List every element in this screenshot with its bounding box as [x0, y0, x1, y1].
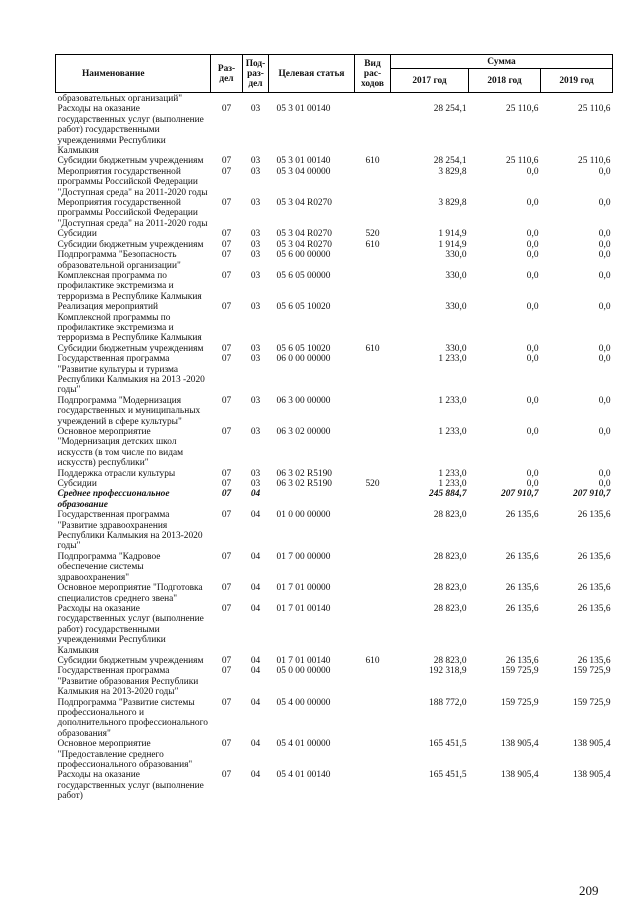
row-sum-2018: 0,0 [526, 239, 539, 250]
row-sum-2018: 26 135,6 [505, 603, 539, 614]
row-sum-2018: 138 905,4 [501, 770, 539, 781]
row-sum-2019: 0,0 [598, 343, 611, 354]
row-razdel: 07 [221, 697, 232, 708]
row-sum-2018: 0,0 [526, 343, 539, 354]
table-row [56, 666, 613, 697]
table-row [56, 344, 613, 354]
row-sum-2018: 0,0 [526, 166, 539, 177]
row-sum-2017: 1 233,0 [438, 427, 467, 437]
header-year-2019: 2019 год [541, 69, 613, 93]
row-expense-type [355, 583, 391, 604]
header-razdel: Раз- дел [211, 55, 243, 93]
row-target-article: 06 3 02 00000 [276, 427, 331, 437]
table-row [56, 302, 613, 344]
row-expense-type [355, 666, 391, 697]
row-name: Субсидии [57, 229, 97, 240]
row-target-article: 05 3 01 00140 [276, 156, 331, 167]
row-sum-2019: 26 135,6 [577, 655, 611, 666]
row-target-article [269, 93, 355, 105]
row-sum-2018: 26 135,6 [505, 551, 539, 562]
row-name: Подпрограмма "Кадровое обеспечение системы здравоохранения" [57, 551, 161, 583]
table-row [56, 489, 613, 510]
row-razdel: 07 [221, 739, 232, 750]
row-name: Государственная программа "Развитие здравоохранения Республики Калмыкия на 2013-2020 годы" [57, 510, 203, 552]
row-razdel: 07 [221, 603, 232, 614]
row-razdel: 07 [221, 770, 232, 781]
row-podrazdel: 04 [250, 697, 261, 708]
row-sum-2017: 3 829,8 [438, 198, 467, 209]
row-sum-2018: 25 110,6 [506, 104, 539, 115]
row-podrazdel: 04 [250, 739, 261, 750]
row-sum-2018: 0,0 [526, 354, 539, 365]
row-expense-type [355, 739, 391, 770]
row-sum-2018: 26 135,6 [505, 583, 539, 594]
header-name: Наименование [56, 55, 211, 93]
row-target-article: 06 3 02 R5190 [276, 479, 332, 490]
row-razdel: 07 [221, 551, 232, 562]
table-row [56, 583, 613, 604]
row-target-article: 01 7 00 00000 [276, 551, 331, 562]
row-razdel: 07 [221, 156, 232, 167]
row-target-article: 05 4 01 00140 [276, 770, 331, 781]
row-podrazdel: 03 [250, 104, 261, 115]
table-row [56, 739, 613, 770]
row-podrazdel: 04 [250, 583, 261, 594]
row-target-article: 06 3 00 00000 [276, 395, 331, 406]
row-razdel: 07 [221, 250, 232, 261]
row-sum-2019: 159 725,9 [573, 697, 611, 708]
row-name: Мероприятия государственной программы Российской Федерации "Доступная среда" на 2011-2020 годы [57, 166, 208, 198]
row-expense-type [355, 396, 391, 427]
budget-table [55, 54, 613, 802]
row-podrazdel: 04 [250, 489, 261, 500]
row-name: Субсидии бюджетным учреждениям [57, 156, 204, 167]
row-target-article: 05 3 04 R0270 [276, 239, 332, 250]
table-row [56, 698, 613, 740]
row-name: Поддержка отрасли культуры [57, 468, 176, 479]
row-podrazdel: 04 [250, 655, 261, 666]
row-podrazdel: 03 [250, 354, 261, 365]
row-expense-type [355, 552, 391, 583]
row-expense-type [355, 167, 391, 198]
header-sum: Сумма [391, 55, 613, 69]
row-sum-2019: 26 135,6 [577, 583, 611, 594]
row-name: Субсидии бюджетным учреждениям [57, 655, 204, 666]
row-sum-2017: 192 318,9 [429, 666, 467, 677]
row-sum-2018: 0,0 [526, 250, 539, 261]
row-sum-2017: 1 233,0 [438, 479, 467, 490]
row-name: Субсидии бюджетным учреждениям [57, 239, 204, 250]
row-sum-2019: 0,0 [598, 229, 611, 240]
row-expense-type [355, 469, 391, 479]
table-row [56, 552, 613, 583]
row-sum-2017: 165 451,5 [429, 739, 467, 750]
row-sum-2018: 26 135,6 [505, 655, 539, 666]
row-podrazdel: 04 [250, 603, 261, 614]
row-podrazdel: 03 [250, 239, 261, 250]
table-row [56, 167, 613, 198]
row-target-article: 05 4 01 00000 [276, 739, 331, 750]
table-row [56, 770, 613, 801]
row-expense-type [355, 354, 391, 396]
row-razdel [211, 93, 243, 105]
row-sum-2018: 207 910,7 [501, 489, 539, 500]
row-sum-2018: 0,0 [526, 198, 539, 209]
row-target-article: 06 0 00 00000 [276, 354, 331, 365]
row-name: Расходы на оказание государственных услуг (выполнение работ) государственными учреждениями Республики Калмыкия [57, 104, 204, 157]
header-podrazdel: Под- раз- дел [243, 55, 269, 93]
row-expense-type: 610 [365, 156, 380, 167]
row-razdel: 07 [221, 270, 232, 281]
row-podrazdel: 03 [250, 427, 261, 437]
row-name: Субсидии бюджетным учреждениям [57, 343, 204, 354]
row-razdel: 07 [221, 302, 232, 313]
table-row [56, 156, 613, 166]
row-expense-type [355, 198, 391, 229]
row-sum-2018: 0,0 [526, 479, 539, 490]
row-sum-2019: 26 135,6 [577, 551, 611, 562]
row-sum-2017: 28 254,1 [433, 104, 467, 115]
row-target-article: 05 0 00 00000 [276, 666, 331, 677]
row-sum-2018: 0,0 [526, 468, 539, 479]
row-podrazdel: 04 [250, 510, 261, 521]
row-podrazdel: 04 [250, 551, 261, 562]
row-sum-2017: 3 829,8 [438, 166, 467, 177]
row-sum-2017: 188 772,0 [429, 697, 467, 708]
row-sum-2019: 0,0 [598, 198, 611, 209]
row-podrazdel: 04 [250, 666, 261, 677]
row-expense-type [355, 93, 391, 105]
header-year-2018: 2018 год [469, 69, 541, 93]
row-sum-2018: 0,0 [526, 270, 539, 281]
row-name: Государственная программа "Развитие культуры и туризма Республики Калмыкия на 2013 -2020 годы" [57, 354, 205, 396]
row-name: Комплексная программа по профилактике экстремизма и терроризма в Республике Калмыкия [57, 270, 202, 302]
row-expense-type [355, 427, 391, 469]
table-row [56, 93, 613, 105]
row-sum-2017: 28 823,0 [433, 510, 467, 521]
row-podrazdel: 03 [250, 156, 261, 167]
row-expense-type: 610 [365, 655, 380, 666]
row-sum-2017: 28 823,0 [433, 551, 467, 562]
row-expense-type [355, 604, 391, 656]
row-target-article: 01 0 00 00000 [276, 510, 331, 521]
row-target-article: 01 7 01 00140 [276, 603, 331, 614]
row-expense-type [355, 104, 391, 156]
row-podrazdel: 03 [250, 302, 261, 313]
row-name: Основное мероприятие "Подготовка специалистов среднего звена" [57, 583, 203, 604]
row-sum-2019: 0,0 [598, 250, 611, 261]
row-sum-2017: 1 914,9 [438, 229, 467, 240]
row-razdel: 07 [221, 395, 232, 406]
table-row [56, 198, 613, 229]
row-name: образовательных организаций" [57, 94, 183, 104]
row-sum-2017: 28 254,1 [433, 156, 467, 167]
row-expense-type [355, 302, 391, 344]
row-razdel: 07 [221, 354, 232, 365]
row-razdel: 07 [221, 479, 232, 490]
row-razdel: 07 [221, 239, 232, 250]
row-expense-type [355, 770, 391, 801]
row-sum-2017: 1 914,9 [438, 239, 467, 250]
table-row [56, 427, 613, 469]
row-sum-2017: 165 451,5 [429, 770, 467, 781]
table-row [56, 104, 613, 156]
row-sum-2019: 0,0 [598, 270, 611, 281]
row-sum-2018: 159 725,9 [501, 666, 539, 677]
table-row [56, 240, 613, 250]
row-sum-2017: 1 233,0 [438, 354, 467, 365]
row-razdel: 07 [221, 655, 232, 666]
row-sum-2017: 1 233,0 [438, 468, 467, 479]
row-sum-2018: 0,0 [526, 395, 539, 406]
row-podrazdel: 03 [250, 468, 261, 479]
row-podrazdel: 03 [250, 198, 261, 209]
row-name: Подпрограмма "Развитие системы профессионального и дополнительного профессионального образования" [57, 697, 208, 739]
row-podrazdel: 03 [250, 395, 261, 406]
row-podrazdel: 03 [250, 166, 261, 177]
row-sum-2019: 159 725,9 [573, 666, 611, 677]
row-razdel: 07 [221, 104, 232, 115]
row-target-article: 05 6 05 10020 [276, 343, 331, 354]
row-sum-2018: 0,0 [526, 302, 539, 313]
table-row [56, 510, 613, 552]
row-name: Среднее профессиональное образование [57, 489, 170, 510]
row-expense-type [355, 489, 391, 510]
table-row [56, 271, 613, 302]
row-target-article: 06 3 02 R5190 [276, 468, 332, 479]
row-target-article: 05 3 04 00000 [276, 166, 331, 177]
row-sum-2019 [541, 93, 613, 105]
row-sum-2019: 25 110,6 [578, 156, 611, 167]
row-razdel: 07 [221, 198, 232, 209]
row-podrazdel: 03 [250, 229, 261, 240]
row-razdel: 07 [221, 583, 232, 594]
row-target-article: 05 4 00 00000 [276, 697, 331, 708]
row-sum-2019: 138 905,4 [573, 739, 611, 750]
table-row [56, 229, 613, 239]
row-razdel: 07 [221, 427, 232, 437]
row-sum-2017: 245 884,7 [429, 489, 467, 500]
row-name: Основное мероприятие "Модернизация детских школ искусств (в том числе по видам искусств) республики" [57, 427, 184, 469]
row-sum-2019: 0,0 [598, 479, 611, 490]
row-name: Мероприятия государственной программы Российской Федерации "Доступная среда" на 2011-2020 годы [57, 198, 208, 229]
row-expense-type [355, 510, 391, 552]
row-target-article: 05 3 04 R0270 [276, 198, 332, 209]
header-year-2017: 2017 год [391, 69, 469, 93]
row-sum-2019: 26 135,6 [577, 510, 611, 521]
row-sum-2018: 0,0 [526, 229, 539, 240]
row-name: Подпрограмма "Безопасность образовательной организации" [57, 250, 181, 271]
table-row [56, 250, 613, 271]
row-sum-2017: 28 823,0 [433, 603, 467, 614]
row-sum-2017: 1 233,0 [438, 395, 467, 406]
table-row [56, 396, 613, 427]
row-expense-type: 610 [365, 239, 380, 250]
row-target-article: 05 6 05 10020 [276, 302, 331, 313]
row-target-article: 05 6 00 00000 [276, 250, 331, 261]
row-target-article: 01 7 01 00140 [276, 655, 331, 666]
row-sum-2019: 0,0 [598, 468, 611, 479]
row-name: Реализация мероприятий Комплексной программы по профилактике экстремизма и терроризма в Республике Калмыкия [57, 302, 202, 344]
table-header [56, 55, 613, 93]
row-sum-2018 [469, 93, 541, 105]
row-sum-2019: 26 135,6 [577, 603, 611, 614]
row-expense-type: 610 [365, 343, 380, 354]
table-row [56, 354, 613, 396]
row-name: Расходы на оказание государственных услуг (выполнение работ) государственными учреждениями Республики Калмыкия [57, 603, 204, 656]
row-sum-2017: 330,0 [445, 270, 467, 281]
row-target-article: 05 3 04 R0270 [276, 229, 332, 240]
page-number: 209 [579, 883, 599, 898]
row-podrazdel: 03 [250, 250, 261, 261]
row-expense-type [355, 271, 391, 302]
row-sum-2018: 25 110,6 [506, 156, 539, 167]
table-row [56, 479, 613, 489]
row-razdel: 07 [221, 510, 232, 521]
header-target: Целевая статья [269, 55, 355, 93]
header-vid: Вид рас- ходов [355, 55, 391, 93]
row-sum-2017: 330,0 [445, 302, 467, 313]
row-podrazdel: 03 [250, 479, 261, 490]
row-sum-2019: 0,0 [598, 427, 611, 437]
row-sum-2018: 138 905,4 [501, 739, 539, 750]
row-expense-type [355, 250, 391, 271]
row-sum-2019: 0,0 [598, 354, 611, 365]
row-podrazdel: 04 [250, 770, 261, 781]
row-sum-2017: 330,0 [445, 343, 467, 354]
table-row [56, 656, 613, 666]
row-podrazdel: 03 [250, 343, 261, 354]
row-sum-2018: 159 725,9 [501, 697, 539, 708]
row-sum-2017 [391, 93, 469, 105]
row-sum-2018: 26 135,6 [505, 510, 539, 521]
row-razdel: 07 [221, 343, 232, 354]
row-name: Основное мероприятие "Предоставление среднего профессионального образования" [57, 739, 193, 770]
row-target-article: 05 3 01 00140 [276, 104, 331, 115]
row-sum-2019: 0,0 [598, 239, 611, 250]
row-podrazdel [243, 93, 269, 105]
row-sum-2019: 138 905,4 [573, 770, 611, 781]
row-sum-2019: 0,0 [598, 395, 611, 406]
row-razdel: 07 [221, 489, 232, 500]
row-razdel: 07 [221, 229, 232, 240]
row-sum-2019: 0,0 [598, 166, 611, 177]
row-target-article: 05 6 05 00000 [276, 270, 331, 281]
row-expense-type: 520 [365, 479, 380, 490]
row-sum-2017: 28 823,0 [433, 583, 467, 594]
row-razdel: 07 [221, 166, 232, 177]
table-body [56, 93, 613, 802]
row-sum-2017: 28 823,0 [433, 655, 467, 666]
row-expense-type [355, 698, 391, 740]
row-sum-2019: 207 910,7 [573, 489, 611, 500]
row-razdel: 07 [221, 468, 232, 479]
row-sum-2019: 25 110,6 [578, 104, 611, 115]
row-sum-2018: 0,0 [526, 427, 539, 437]
table-row [56, 469, 613, 479]
row-expense-type: 520 [365, 229, 380, 240]
row-sum-2017: 330,0 [445, 250, 467, 261]
row-podrazdel: 03 [250, 270, 261, 281]
row-name: Субсидии [57, 479, 97, 490]
row-target-article [269, 489, 355, 510]
row-name: Расходы на оказание государственных услуг (выполнение работ) [57, 770, 204, 802]
table-row [56, 604, 613, 656]
row-target-article: 01 7 01 00000 [276, 583, 331, 594]
row-razdel: 07 [221, 666, 232, 677]
row-sum-2019: 0,0 [598, 302, 611, 313]
row-name: Подпрограмма "Модернизация государственных и муниципальных учреждений в сфере культуры" [57, 395, 201, 427]
row-name: Государственная программа "Развитие образования Республики Калмыкия на 2013-2020 годы" [57, 666, 199, 698]
